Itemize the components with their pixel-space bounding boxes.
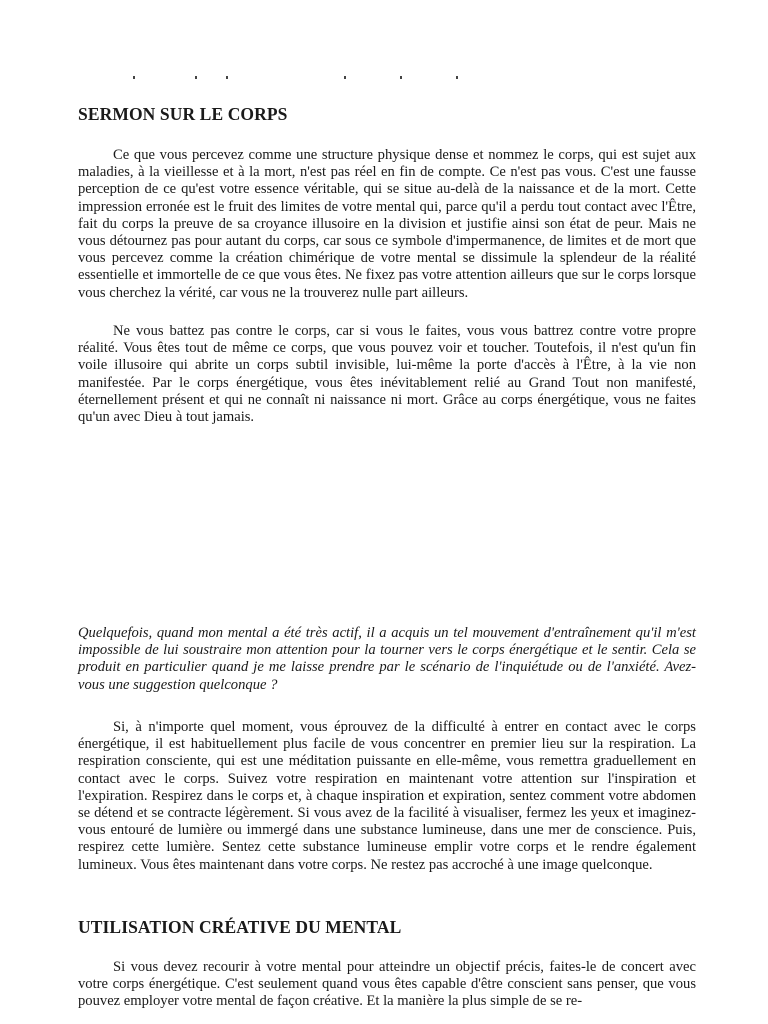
question-paragraph: Quelquefois, quand mon mental a été très actif, il a acquis un tel mouvement d'entraînement qu'il m'est impossible de lui soustraire mon attention pour la tourner vers le corps énergétique et le sentir. Cela se produit en particulier quand je me laisse prendre par le scénario de l'inquiétude ou de l'anxiété. Avez-vous une suggestion quelconque ?	[78, 625, 696, 693]
body-paragraph: Ce que vous percevez comme une structure physique dense et nommez le corps, qui est sujet aux maladies, à la vieillesse et à la mort, n'est pas réel en fin de compte. Ce n'est pas vous. C'est une fausse perception de ce qu'est votre essence véritable, qui se situe au-delà de la naissance et de la mort. Cette impression erronée est le fruit des limites de votre mental qui, parce qu'il a perdu tout contact avec l'Être, fait du corps la preuve de sa croyance illusoire en la division et justifie ainsi son état de peur. Mais ne vous détournez pas pour autant du corps, car sous ce symbole d'impermanence, de limites et de mort que vous percevez comme la création chimérique de votre mental se dissimule la splendeur de la réalité essentielle et immortelle de ce que vous êtes. Ne fixez pas votre attention ailleurs que sur le corps lorsque vous cherchez la vérité, car vous ne la trouverez nulle part ailleurs.	[78, 147, 696, 301]
section-heading: UTILISATION CRÉATIVE DU MENTAL	[78, 917, 402, 937]
header-artifact-marks	[78, 72, 696, 82]
tick-mark	[195, 76, 197, 79]
section-heading: SERMON SUR LE CORPS	[78, 104, 288, 124]
body-paragraph: Si vous devez recourir à votre mental pour atteindre un objectif précis, faites-le de concert avec votre corps énergétique. C'est seulement quand vous êtes capable d'être conscient sans penser, que vous pouvez employer votre mental de façon créative. Et la manière la plus simple de se re-	[78, 959, 696, 1010]
tick-mark	[344, 76, 346, 79]
document-page	[78, 0, 696, 1024]
tick-mark	[133, 76, 135, 79]
tick-mark	[400, 76, 402, 79]
tick-mark	[456, 76, 458, 79]
tick-mark	[226, 76, 228, 79]
body-paragraph: Ne vous battez pas contre le corps, car si vous le faites, vous vous battrez contre votre propre réalité. Vous êtes tout de même ce corps, que vous pouvez voir et toucher. Toutefois, il n'est qu'un fin voile illusoire qui abrite un corps subtil invisible, lui-même la porte d'accès à l'Être, à la vie non manifestée. Par le corps énergétique, vous êtes inévitablement relié au Grand Tout non manifesté, éternellement présent et qui ne connaît ni naissance ni mort. Grâce au corps énergétique, vous ne faites qu'un avec Dieu à tout jamais.	[78, 323, 696, 426]
answer-paragraph: Si, à n'importe quel moment, vous éprouvez de la difficulté à entrer en contact avec le corps énergétique, il est habituellement plus facile de vous concentrer en premier lieu sur la respiration. La respiration consciente, qui est une méditation puissante en elle-même, vous remettra graduellement en contact avec le corps. Suivez votre respiration en maintenant votre attention sur l'inspiration et l'expiration. Respirez dans le corps et, à chaque inspiration et expiration, sentez comment votre abdomen se détend et se contracte légèrement. Si vous avez de la facilité à visualiser, fermez les yeux et imaginez-vous entouré de lumière ou immergé dans une substance lumineuse, dans une mer de conscience. Puis, respirez cette lumière. Sentez cette substance lumineuse emplir votre corps et le rendre également lumineux. Vous êtes maintenant dans votre corps. Ne restez pas accroché à une image quelconque.	[78, 719, 696, 873]
